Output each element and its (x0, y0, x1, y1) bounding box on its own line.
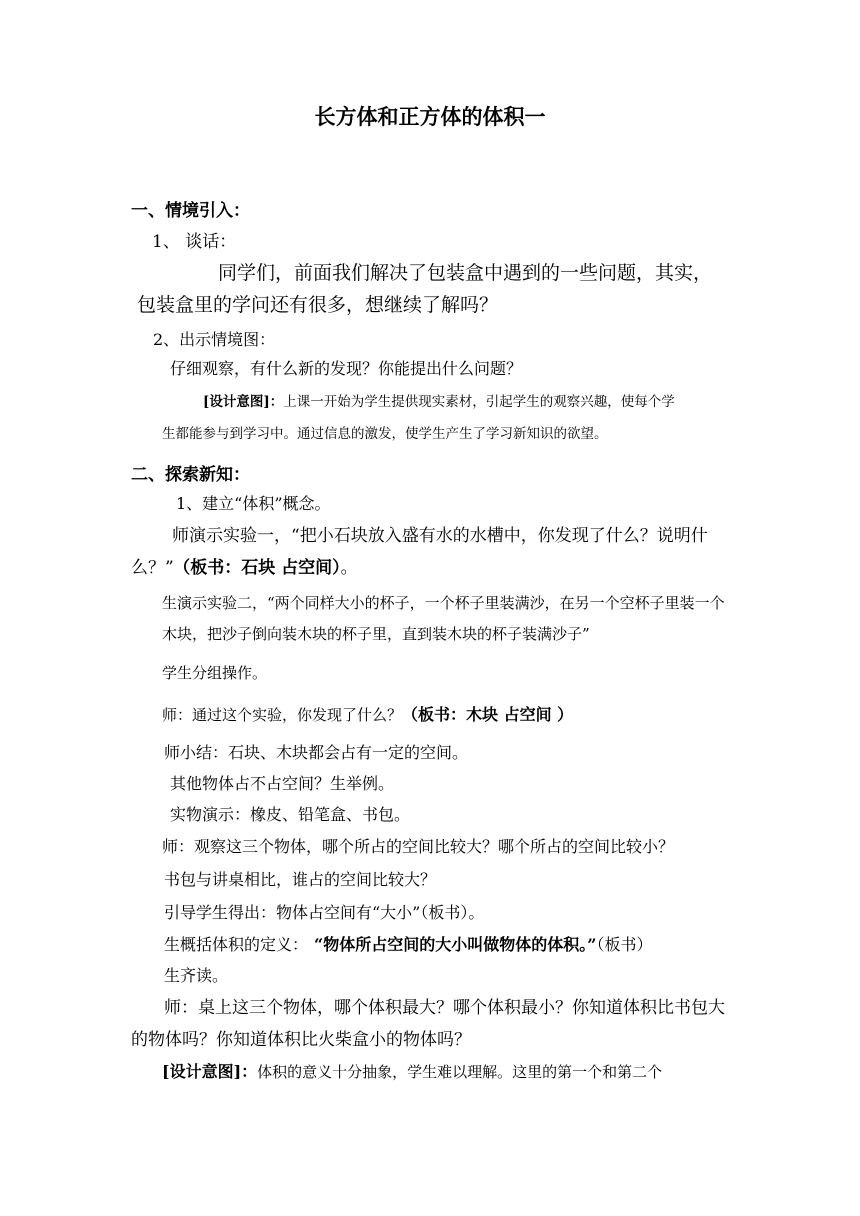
talk-line1: 同学们，前面我们解决了包装盒中遇到的一些问题，其实， (218, 262, 713, 284)
design-intent-label: [设计意图]： (203, 394, 284, 410)
desk-question-line1: 师：桌上这三个物体，哪个体积最大？哪个体积最小？你知道体积比书包大 (164, 998, 725, 1018)
definition-statement: “物体所占空间的大小叫做物体的体积。” (314, 935, 597, 954)
section1-heading: 一、情境引入： (131, 201, 250, 221)
definition-board-note: （板书） (596, 935, 653, 954)
experiment1-line2 (131, 558, 358, 578)
volume-definition (164, 935, 652, 954)
teacher-question-text: 师：通过这个实验，你发现了什么？ (162, 706, 403, 724)
page-title: 长方体和正方体的体积一 (314, 104, 546, 129)
design-intent-2 (162, 1062, 662, 1081)
observe-three-objects: 师：观察这三个物体，哪个所占的空间比较大？哪个所占的空间比较小？ (162, 837, 675, 856)
board-note-stone: （板书：石块 占空间） (181, 558, 341, 578)
read-together: 生齐读。 (164, 966, 229, 985)
experiment2-line2: 木块，把沙子倒向装木块的杯子里，直到装木块的杯子装满沙子” (162, 625, 590, 643)
definition-intro: 生概括体积的定义： (164, 935, 309, 954)
design-intent-1-line1 (203, 394, 675, 410)
design-intent-2-label: [设计意图]： (162, 1062, 258, 1081)
section2-item1: 1、建立“体积”概念。 (176, 494, 331, 513)
compare-question: 书包与讲桌相比，谁占的空间比较大？ (164, 870, 437, 889)
design-intent-1-line2: 生都能参与到学习中。通过信息的激发，使学生产生了学习新知识的欲望。 (162, 426, 608, 442)
section1-item2: 2、出示情境图： (153, 330, 276, 349)
other-objects: 其他物体占不占空间？生举例。 (170, 774, 395, 793)
section2-heading: 二、探索新知： (131, 465, 250, 485)
design-intent-text: 上课一开始为学生提供现实素材，引起学生的观察兴趣，使每个学 (283, 394, 675, 410)
experiment1-period: 。 (340, 558, 358, 578)
group-operation: 学生分组操作。 (162, 664, 268, 682)
board-note-wood: （板书：木块 占空间 ） (402, 705, 574, 724)
desk-question-line2: 的物体吗？你知道体积比火柴盒小的物体吗？ (131, 1030, 471, 1050)
observe-question: 仔细观察，有什么新的发现？你能提出什么问题？ (170, 359, 523, 378)
experiment1-line1: 师演示实验一，“把小石块放入盛有水的水槽中，你发现了什么？说明什 (172, 526, 708, 546)
design-intent-2-text: 体积的意义十分抽象，学生难以理解。这里的第一个和第二个 (257, 1063, 663, 1081)
object-demo: 实物演示：橡皮、铅笔盒、书包。 (170, 805, 411, 824)
talk-line2: 包装盒里的学问还有很多，想继续了解吗？ (137, 294, 499, 316)
section1-item1: 1、 谈话： (152, 232, 237, 252)
teacher-summary: 师小结：石块、木块都会占有一定的空间。 (164, 743, 469, 762)
teacher-question (162, 705, 573, 724)
experiment1-end: 么？” (131, 558, 174, 578)
experiment2-line1: 生演示实验二，“两个同样大小的杯子，一个杯子里装满沙，在另一个空杯子里装一个 (162, 594, 725, 612)
guide-conclusion: 引导学生得出：物体占空间有“大小”（板书）。 (164, 903, 485, 922)
